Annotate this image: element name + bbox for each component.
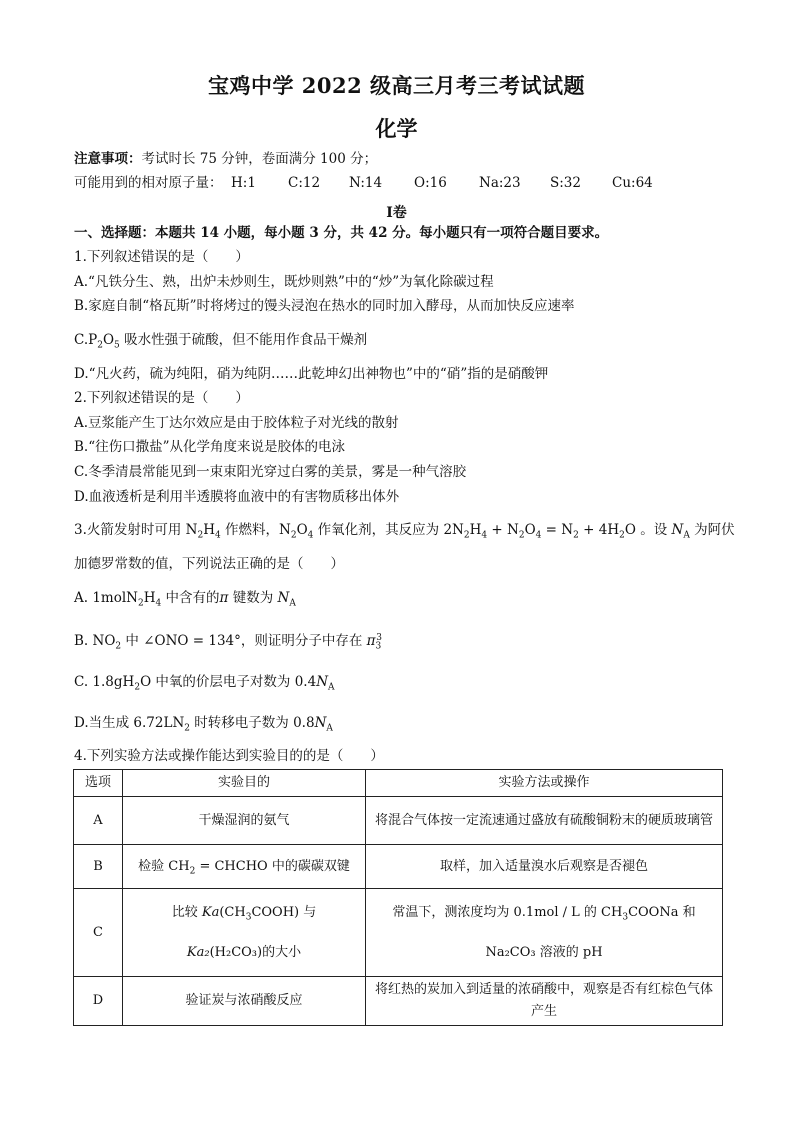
exam-title: 宝鸡中学 2022 级高三月考三考试试题 — [207, 73, 586, 98]
table-cell-option: B — [74, 845, 123, 889]
table-row — [74, 797, 723, 845]
q4-stem: 4.下列实验方法或操作能达到实验目的的是（ ） — [74, 748, 384, 764]
table-header: 实验目的 — [123, 770, 366, 797]
notice-label: 注意事项： — [74, 151, 142, 167]
q1-option-d: D.“凡火药，硫为纯阳，硝为纯阴……此乾坤幻出神物也”中的“硝”指的是硝酸钾 — [74, 366, 549, 382]
table-cell-goal: 干燥湿润的氨气 — [123, 797, 366, 845]
mass-h: H:1 — [231, 175, 256, 191]
q2-option-b: B.“往伤口撒盐”从化学角度来说是胶体的电泳 — [74, 439, 346, 455]
mass-na: Na:23 — [479, 175, 521, 191]
experiment-table — [73, 769, 723, 1026]
table-cell-method: 取样，加入适量溴水后观察是否褪色 — [366, 845, 723, 889]
q1-option-c: $C.P_2O_5$ 吸水性强于硫酸，但不能用作食品干燥剂 — [74, 332, 368, 351]
table-row — [74, 845, 723, 889]
mass-n: N:14 — [349, 175, 383, 191]
table-cell-goal: 比较 $Ka(CH_3COOH)$ 与 Ka₂(H₂CO₃)的大小 — [123, 889, 366, 977]
q3-option-a: A. $1molN_2H_4$ 中含有的π 键数为 $N_A$ — [74, 590, 296, 609]
q1-stem: 1.下列叙述错误的是（ ） — [74, 249, 249, 265]
q2-option-d: D.血液透析是利用半透膜将血液中的有害物质移出体外 — [74, 489, 400, 505]
q2-option-c: C.冬季清晨常能见到一束束阳光穿过白雾的美景，雾是一种气溶胶 — [74, 464, 467, 480]
q1-option-a: A.“凡铁分生、熟，出炉未炒则生，既炒则熟”中的“炒”为氧化除碳过程 — [74, 274, 494, 290]
section-heading: 一、选择题：本题共 14 小题，每小题 3 分，共 42 分。每小题只有一项符合题目要求。 — [74, 225, 609, 241]
table-header-row — [74, 770, 723, 797]
subject-title: 化学 — [375, 116, 418, 141]
mass-s: S:32 — [550, 175, 581, 191]
table-cell-goal: 检验 $CH_2$ = CHCHO 中的碳碳双键 — [123, 845, 366, 889]
q2-option-a: A.豆浆能产生丁达尔效应是由于胶体粒子对光线的散射 — [74, 415, 399, 431]
table-cell-option: A — [74, 797, 123, 845]
q3-option-c: C. $1.8gH_2O$ 中氧的价层电子对数为 $0.4N_A$ — [74, 674, 335, 693]
mass-o: O:16 — [414, 175, 447, 191]
table-cell-option: D — [74, 977, 123, 1026]
table-cell-method: 将混合气体按一定流速通过盛放有硫酸铜粉末的硬质玻璃管 — [366, 797, 723, 845]
q3-stem-line1: 3.火箭发射时可用 $N_2H_4$ 作燃料，$N_2O_4$ 作氧化剂，其反应为 $2N_2H_4 + N_2O_4 = N_2 + 4H_2O$ 。设 $N_A$ 为阿伏 — [74, 522, 735, 541]
table-header: 实验方法或操作 — [366, 770, 723, 797]
mass-c: C:12 — [288, 175, 321, 191]
table-row — [74, 977, 723, 1026]
table-cell-method: 常温下，测浓度均为 0.1mol / L 的 $CH_3COONa$ 和 Na₂CO₃ 溶液的 pH — [366, 889, 723, 977]
q1-option-b: B.家庭自制“格瓦斯”时将烤过的馒头浸泡在热水的同时加入酵母，从而加快反应速率 — [74, 298, 575, 314]
table-cell-method: 将红热的炭加入到适量的浓硝酸中，观察是否有红棕色气体产生 — [366, 977, 723, 1026]
atomic-mass-label: 可能用到的相对原子量： — [74, 175, 223, 191]
q3-option-b: B. $NO_2$ 中 ∠ONO = 134°，则证明分子中存在 $\pi_3^3$ — [74, 632, 383, 652]
q2-stem: 2.下列叙述错误的是（ ） — [74, 390, 249, 406]
volume-heading: Ⅰ卷 — [386, 205, 407, 221]
table-cell-goal: 验证炭与浓硝酸反应 — [123, 977, 366, 1026]
q3-stem-line2: 加德罗常数的值，下列说法正确的是（ ） — [74, 556, 344, 572]
notice-text: 考试时长 75 分钟，卷面满分 100 分； — [141, 151, 378, 167]
mass-cu: Cu:64 — [612, 175, 653, 191]
table-header: 选项 — [74, 770, 123, 797]
atomic-mass-line — [74, 174, 653, 192]
q3-option-d: D.当生成 $6.72LN_2$ 时转移电子数为 $0.8N_A$ — [74, 715, 333, 734]
table-cell-option: C — [74, 889, 123, 977]
notice-line — [74, 150, 377, 168]
table-row — [74, 889, 723, 977]
